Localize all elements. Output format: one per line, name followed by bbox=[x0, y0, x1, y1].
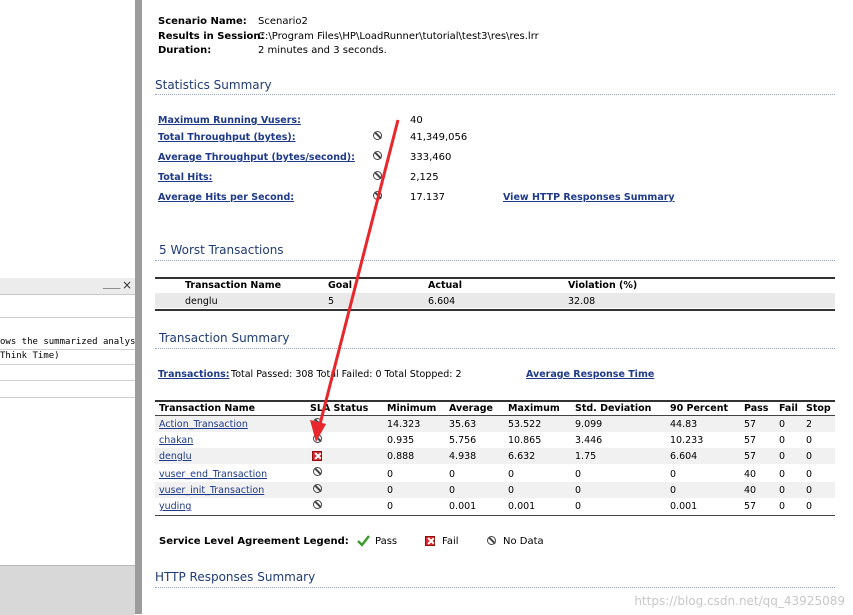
ts-row-stop: 2 bbox=[806, 419, 813, 430]
ts-row-min: 0.935 bbox=[387, 435, 415, 446]
ts-row-fail: 0 bbox=[779, 451, 786, 462]
legend-pass-label: Pass bbox=[375, 536, 398, 547]
ts-row-std: 0 bbox=[575, 485, 582, 496]
ts-row-pass: 40 bbox=[744, 469, 757, 480]
ts-row-p90: 6.604 bbox=[670, 451, 698, 462]
duration-label: Duration: bbox=[158, 45, 212, 56]
pin-icon[interactable]: ⸺ bbox=[102, 281, 121, 294]
scenario-value: Scenario2 bbox=[258, 16, 308, 27]
ts-row-pass: 57 bbox=[744, 451, 757, 462]
ts-row-max: 0 bbox=[508, 469, 515, 480]
ts-row-std: 0 bbox=[575, 501, 582, 512]
ts-row-p90: 0 bbox=[670, 485, 677, 496]
ts-row-max: 0 bbox=[508, 485, 515, 496]
ts-header-sla: SLA Status bbox=[310, 403, 369, 414]
transaction-totals: Total Passed: 308 Total Failed: 0 Total Stopped: 2 bbox=[231, 369, 462, 380]
ts-header-std: Std. Deviation bbox=[575, 403, 652, 414]
ts-row-std: 0 bbox=[575, 469, 582, 480]
panel-description-2: Think Time) bbox=[0, 351, 60, 361]
ts-row-fail: 0 bbox=[779, 469, 786, 480]
panel-description: ows the summarized analys bbox=[0, 337, 135, 347]
stat-total-hits-value: 2,125 bbox=[410, 172, 439, 183]
ts-row-std: 3.446 bbox=[575, 435, 603, 446]
ts-header-max: Maximum bbox=[508, 403, 560, 414]
annotation-arrow-head bbox=[310, 420, 326, 442]
ts-row-stop: 0 bbox=[806, 435, 813, 446]
ts-row-p90: 0 bbox=[670, 469, 677, 480]
ts-header-pass: Pass bbox=[744, 403, 769, 414]
sla-legend-title: Service Level Agreement Legend: bbox=[159, 536, 349, 547]
ts-header-min: Minimum bbox=[387, 403, 437, 414]
ts-row-stop: 0 bbox=[806, 451, 813, 462]
stat-max-running-vusers-link[interactable]: Maximum Running Vusers: bbox=[158, 115, 301, 126]
worst-row-name: denglu bbox=[185, 296, 218, 307]
ts-row-stop: 0 bbox=[806, 469, 813, 480]
worst-transactions-title: 5 Worst Transactions bbox=[159, 243, 284, 257]
ts-row-fail: 0 bbox=[779, 435, 786, 446]
worst-header-violation: Violation (%) bbox=[568, 280, 638, 291]
ts-row-fail: 0 bbox=[779, 419, 786, 430]
results-value: C:\Program Files\HP\LoadRunner\tutorial\test3\res\res.lrr bbox=[258, 31, 539, 42]
average-response-time-link[interactable]: Average Response Time bbox=[526, 369, 655, 380]
ts-row-name-link[interactable]: yuding bbox=[159, 501, 192, 512]
worst-header-actual: Actual bbox=[428, 280, 462, 291]
ts-row-p90: 44.83 bbox=[670, 419, 698, 430]
ts-header-stop: Stop bbox=[806, 403, 831, 414]
ts-row-avg: 0.001 bbox=[449, 501, 477, 512]
ts-header-name: Transaction Name bbox=[159, 403, 256, 414]
ts-row-avg: 0 bbox=[449, 469, 456, 480]
ts-row-avg: 5.756 bbox=[449, 435, 477, 446]
watermark: https://blog.csdn.net/qq_43925089 bbox=[634, 594, 845, 608]
ts-row-max: 10.865 bbox=[508, 435, 542, 446]
ts-row-pass: 40 bbox=[744, 485, 757, 496]
ts-row-avg: 0 bbox=[449, 485, 456, 496]
ts-row-avg: 35.63 bbox=[449, 419, 477, 430]
ts-row-min: 0 bbox=[387, 485, 394, 496]
ts-row-name-link[interactable]: vuser_end_Transaction bbox=[159, 469, 268, 480]
ts-row-pass: 57 bbox=[744, 419, 757, 430]
ts-row-std: 1.75 bbox=[575, 451, 597, 462]
legend-nodata-label: No Data bbox=[503, 536, 544, 547]
transactions-link[interactable]: Transactions: bbox=[158, 369, 230, 380]
ts-row-min: 0 bbox=[387, 469, 394, 480]
worst-row-goal: 5 bbox=[328, 296, 335, 307]
stat-avg-hits-value: 17.137 bbox=[410, 192, 445, 203]
ts-row-stop: 0 bbox=[806, 501, 813, 512]
http-responses-summary-title: HTTP Responses Summary bbox=[155, 570, 316, 584]
ts-row-name-link[interactable]: chakan bbox=[159, 435, 194, 446]
stat-total-throughput-link[interactable]: Total Throughput (bytes): bbox=[158, 132, 296, 143]
ts-row-fail: 0 bbox=[779, 501, 786, 512]
ts-row-min: 14.323 bbox=[387, 419, 421, 430]
ts-header-p90: 90 Percent bbox=[670, 403, 728, 414]
ts-row-min: 0 bbox=[387, 501, 394, 512]
statistics-summary-title: Statistics Summary bbox=[155, 78, 272, 92]
ts-row-min: 0.888 bbox=[387, 451, 415, 462]
stat-avg-hits-link[interactable]: Average Hits per Second: bbox=[158, 192, 295, 203]
worst-header-name: Transaction Name bbox=[185, 280, 282, 291]
ts-row-stop: 0 bbox=[806, 485, 813, 496]
stat-max-running-vusers-value: 40 bbox=[410, 115, 423, 126]
ts-row-name-link[interactable]: denglu bbox=[159, 451, 192, 462]
ts-row-p90: 10.233 bbox=[670, 435, 704, 446]
legend-fail-label: Fail bbox=[442, 536, 459, 547]
transaction-summary-title: Transaction Summary bbox=[159, 331, 290, 345]
ts-row-max: 6.632 bbox=[508, 451, 536, 462]
view-http-responses-link[interactable]: View HTTP Responses Summary bbox=[503, 192, 675, 203]
ts-row-fail: 0 bbox=[779, 485, 786, 496]
ts-row-pass: 57 bbox=[744, 501, 757, 512]
worst-row-violation: 32.08 bbox=[568, 296, 596, 307]
ts-row-std: 9.099 bbox=[575, 419, 603, 430]
ts-row-max: 0.001 bbox=[508, 501, 536, 512]
annotation-arrow-shaft bbox=[319, 120, 398, 428]
results-label: Results in Session: bbox=[158, 31, 265, 42]
ts-header-fail: Fail bbox=[779, 403, 798, 414]
ts-row-pass: 57 bbox=[744, 435, 757, 446]
stat-total-throughput-value: 41,349,056 bbox=[410, 132, 468, 143]
ts-row-max: 53.522 bbox=[508, 419, 542, 430]
stat-avg-throughput-value: 333,460 bbox=[410, 152, 452, 163]
ts-row-name-link[interactable]: Action_Transaction bbox=[159, 419, 248, 430]
ts-row-avg: 4.938 bbox=[449, 451, 477, 462]
ts-row-name-link[interactable]: vuser_init_Transaction bbox=[159, 485, 265, 496]
worst-row-actual: 6.604 bbox=[428, 296, 456, 307]
duration-value: 2 minutes and 3 seconds. bbox=[258, 45, 387, 56]
worst-header-goal: Goal bbox=[328, 280, 352, 291]
scenario-label: Scenario Name: bbox=[158, 16, 247, 27]
stat-avg-throughput-link[interactable]: Average Throughput (bytes/second): bbox=[158, 152, 355, 163]
close-icon[interactable]: × bbox=[121, 278, 132, 292]
ts-row-p90: 0.001 bbox=[670, 501, 698, 512]
ts-header-avg: Average bbox=[449, 403, 493, 414]
stat-total-hits-link[interactable]: Total Hits: bbox=[158, 172, 213, 183]
